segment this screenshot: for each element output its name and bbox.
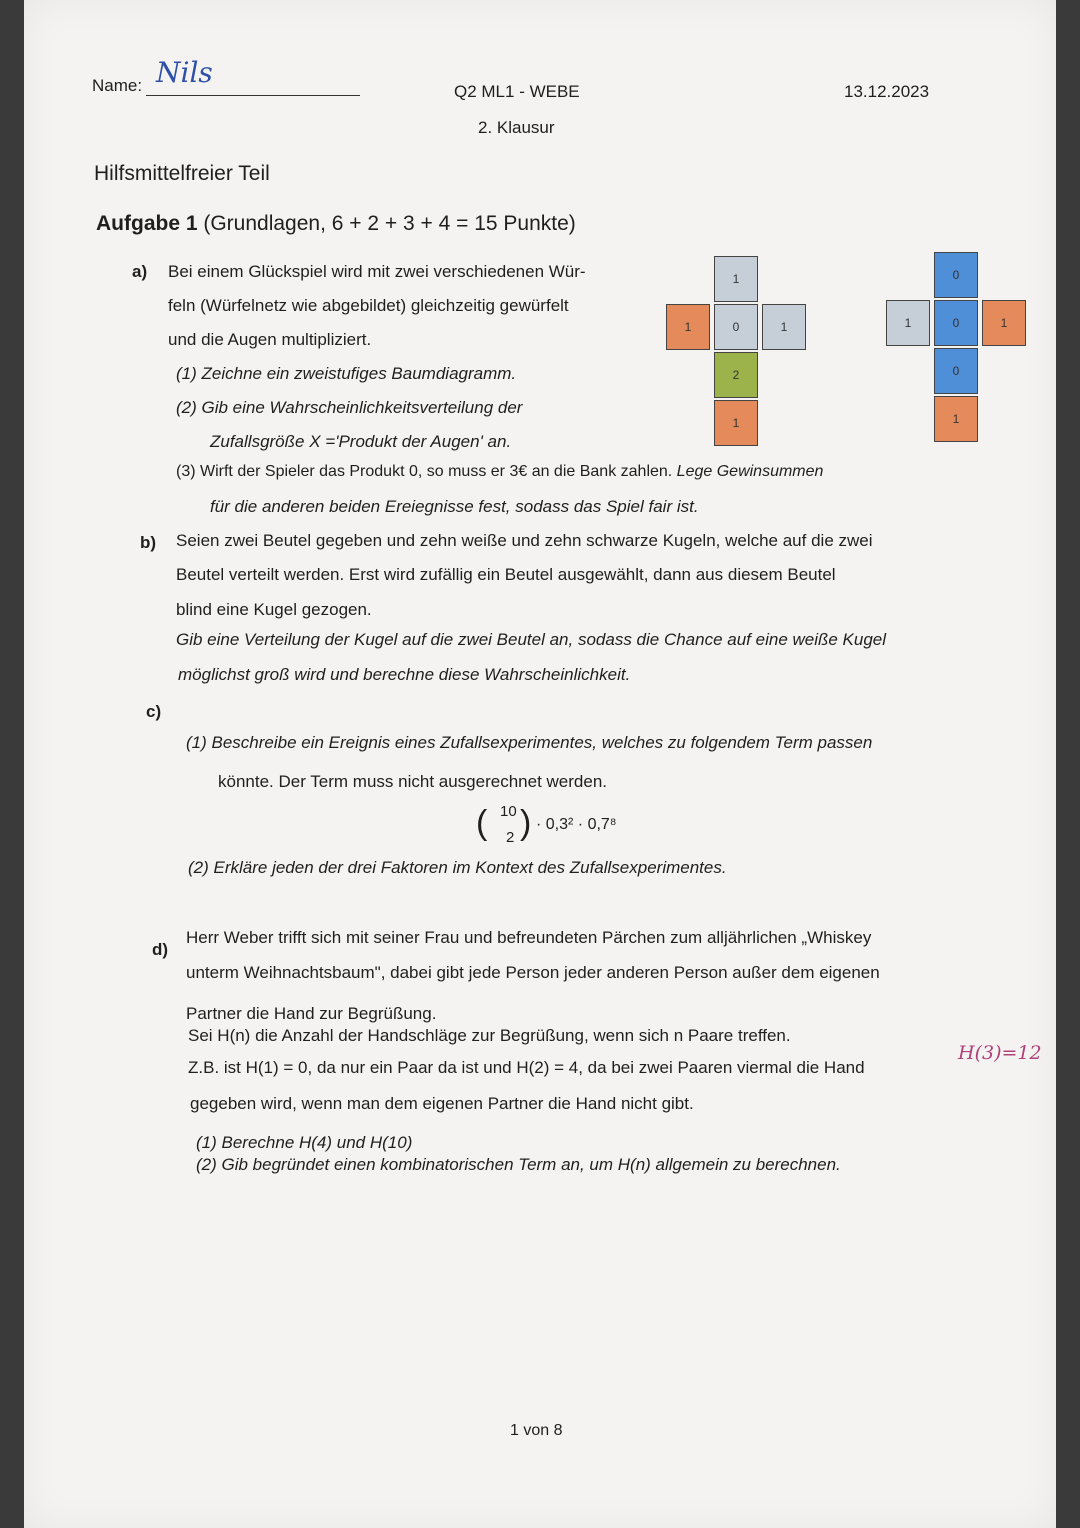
part-d-line: unterm Weihnachtsbaum", dabei gibt jede Person jeder anderen Person außer dem eigenen <box>186 963 880 982</box>
task-title <box>96 212 576 236</box>
part-c-question-1: (1) Beschreibe ein Ereignis eines Zufallsexperimentes, welches zu folgendem Term passen <box>186 733 873 752</box>
term-n: 10 <box>500 803 517 820</box>
die1-face-below: 2 <box>714 352 758 398</box>
part-c-question-1-cont: könnte. Der Term muss nicht ausgerechnet werden. <box>218 772 607 791</box>
part-d-line: Sei H(n) die Anzahl der Handschläge zur Begrüßung, wenn sich n Paare treffen. <box>188 1026 791 1045</box>
part-d-line: Z.B. ist H(1) = 0, da nur ein Paar da ist und H(2) = 4, da bei zwei Paaren viermal die Hand <box>188 1058 865 1077</box>
part-a-line: Bei einem Glückspiel wird mit zwei verschiedenen Wür- <box>168 262 586 281</box>
part-b-line: Beutel verteilt werden. Erst wird zufällig ein Beutel ausgewählt, dann aus diesem Beutel <box>176 565 836 584</box>
margin-handwritten-note: H(3)=12 <box>958 1042 1042 1064</box>
part-c-label: c) <box>146 702 162 721</box>
term-paren-right: ) <box>520 804 532 842</box>
part-a-question-2: (2) Gib eine Wahrscheinlichkeitsverteilung der <box>176 398 523 417</box>
task-title-points: (Grundlagen, 6 + 2 + 3 + 4 = 15 Punkte) <box>197 212 576 235</box>
name-label: Name: <box>92 76 143 95</box>
exam-number: 2. Klausur <box>478 118 555 137</box>
die1-face-top: 1 <box>714 256 758 302</box>
part-a-question-3 <box>176 463 823 481</box>
name-line <box>146 94 360 96</box>
die2-face-center: 0 <box>934 300 978 346</box>
die2-face-top: 0 <box>934 252 978 298</box>
die1-face-left: 1 <box>666 304 710 350</box>
part-a-question-3-italic: Lege Gewinsummen <box>672 463 824 480</box>
part-d-label: d) <box>152 940 169 959</box>
part-a-question-2-cont: Zufallsgröße X ='Produkt der Augen' an. <box>210 432 512 451</box>
part-d-question-2: (2) Gib begründet einen kombinatorischen Term an, um H(n) allgemein zu berechnen. <box>196 1155 841 1174</box>
part-c-question-2: (2) Erkläre jeden der drei Faktoren im Kontext des Zufallsexperimentes. <box>188 858 727 877</box>
term-paren-left: ( <box>476 804 488 842</box>
die1-face-bottom: 1 <box>714 400 758 446</box>
exam-date: 13.12.2023 <box>844 82 930 101</box>
course-code: Q2 ML1 - WEBE <box>454 82 580 101</box>
part-b-label: b) <box>140 533 157 552</box>
name-handwritten: Nils <box>156 56 213 89</box>
part-a-line: und die Augen multipliziert. <box>168 330 372 349</box>
part-d-line: Herr Weber trifft sich mit seiner Frau und befreundeten Pärchen zum alljährlichen „Whiskey <box>186 928 872 947</box>
part-d-line: Partner die Hand zur Begrüßung. <box>186 1004 437 1023</box>
part-b-line: blind eine Kugel gezogen. <box>176 600 372 619</box>
die2-face-bottom: 1 <box>934 396 978 442</box>
term-k: 2 <box>506 829 515 846</box>
part-b-line: Seien zwei Beutel gegeben und zehn weiße und zehn schwarze Kugeln, welche auf die zwei <box>176 531 873 550</box>
die2-face-right: 1 <box>982 300 1026 346</box>
page-number: 1 von 8 <box>510 1422 563 1439</box>
part-a-line: feln (Würfelnetz wie abgebildet) gleichzeitig gewürfelt <box>168 296 569 315</box>
section-title: Hilfsmittelfreier Teil <box>94 162 270 185</box>
task-title-bold: Aufgabe 1 <box>96 212 198 235</box>
part-a-question-3-text: (3) Wirft der Spieler das Produkt 0, so muss er 3€ an die Bank zahlen. <box>176 463 673 480</box>
part-b-task: Gib eine Verteilung der Kugel auf die zwei Beutel an, sodass die Chance auf eine weiße Kugel <box>176 630 887 649</box>
term-factors: · 0,3² · 0,7⁸ <box>536 816 617 833</box>
die2-face-below: 0 <box>934 348 978 394</box>
part-a-question-1: (1) Zeichne ein zweistufiges Baumdiagramm. <box>176 364 517 383</box>
die1-face-center: 0 <box>714 304 758 350</box>
part-a-label: a) <box>132 262 148 281</box>
part-a-question-3-cont: für die anderen beiden Ereiegnisse fest, sodass das Spiel fair ist. <box>210 497 699 516</box>
part-d-question-1: (1) Berechne H(4) und H(10) <box>196 1133 413 1152</box>
part-b-task-cont: möglichst groß wird und berechne diese Wahrscheinlichkeit. <box>178 665 631 684</box>
die2-face-left: 1 <box>886 300 930 346</box>
die1-face-right: 1 <box>762 304 806 350</box>
part-d-line: gegeben wird, wenn man dem eigenen Partner die Hand nicht gibt. <box>190 1094 694 1113</box>
